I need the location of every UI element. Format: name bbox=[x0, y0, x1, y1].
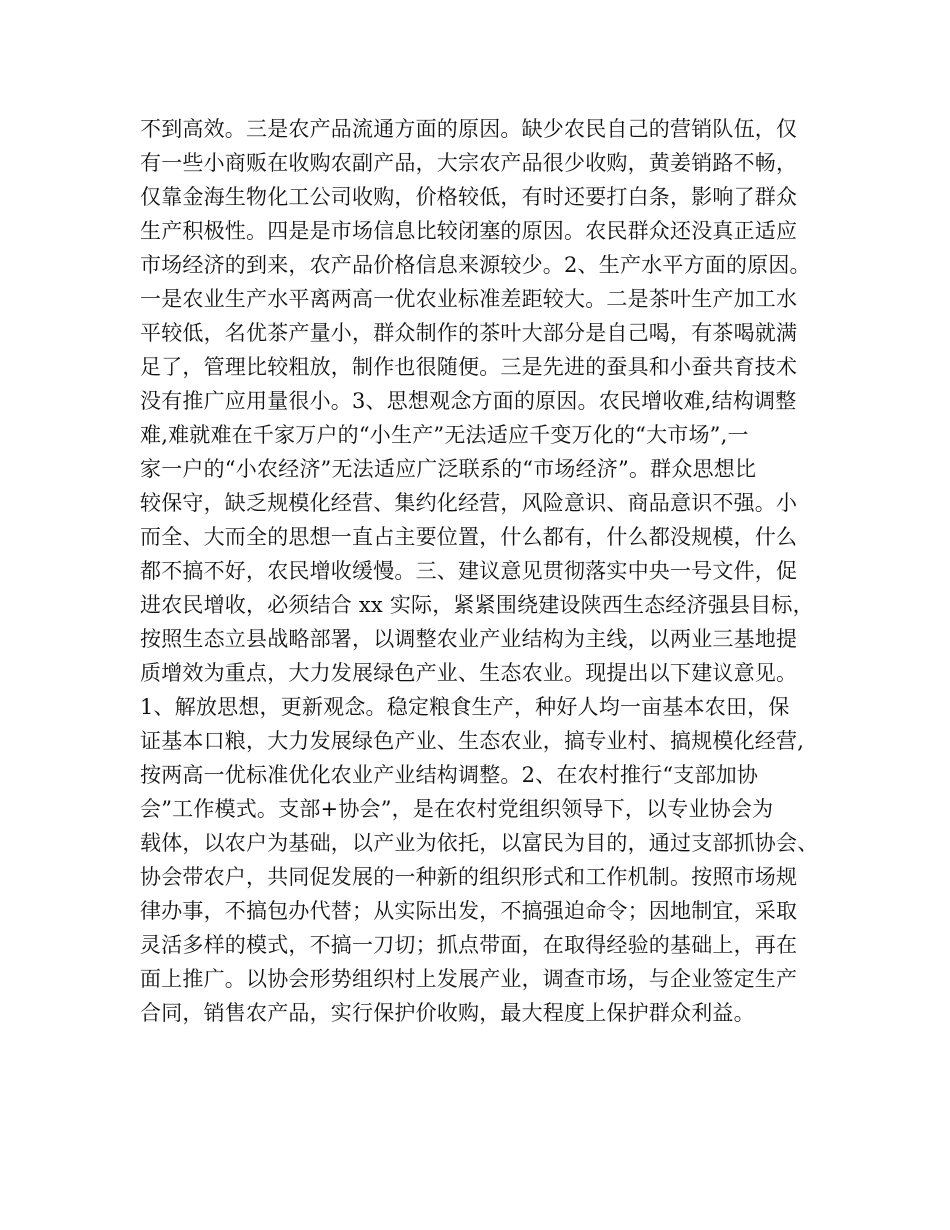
text-line: 面上推广。以协会形势组织村上发展产业，调查市场，与企业签定生产 bbox=[140, 967, 798, 991]
text-line: 证基本口粮，大力发展绿色产业、生态农业，搞专业村、搞规模化经营, bbox=[140, 729, 805, 753]
text-line: 合同，销售农产品，实行保护价收购，最大程度上保护群众利益。 bbox=[140, 1001, 755, 1025]
text-line: 灵活多样的模式，不搞一刀切；抓点带面，在取得经验的基础上，再在 bbox=[140, 933, 798, 957]
text-line: 生产积极性。四是是市场信息比较闭塞的原因。农民群众还没真正适应 bbox=[140, 219, 798, 243]
text-line: 不到高效。三是农产品流通方面的原因。缺少农民自己的营销队伍，仅 bbox=[140, 117, 798, 141]
text-line: 按两高一优标准优化农业产业结构调整。2、在农村推行“支部加协 bbox=[140, 763, 759, 787]
text-line: 难,难就难在千家万户的“小生产”无法适应千变万化的“大市场”,一 bbox=[140, 423, 749, 447]
text-line: 足了，管理比较粗放，制作也很随便。三是先进的蚕具和小蚕共育技术 bbox=[140, 355, 798, 379]
text-line: 会”工作模式。支部+协会”，是在农村党组织领导下，以专业协会为 bbox=[140, 797, 774, 821]
text-line: 仅靠金海生物化工公司收购，价格较低，有时还要打白条，影响了群众 bbox=[140, 185, 798, 209]
text-line: 进农民增收，必须结合 xx 实际，紧紧围绕建设陕西生态经济强县目标， bbox=[140, 593, 814, 617]
text-line: 有一些小商贩在收购农副产品，大宗农产品很少收购，黄姜销路不畅， bbox=[140, 151, 798, 175]
text-line: 按照生态立县战略部署，以调整农业产业结构为主线，以两业三基地提 bbox=[140, 627, 798, 651]
text-line: 家一户的“小农经济”无法适应广泛联系的“市场经济”。群众思想比 bbox=[140, 457, 757, 481]
text-line: 载体，以农户为基础，以产业为依托，以富民为目的，通过支部抓协会、 bbox=[140, 831, 819, 855]
text-line: 没有推广应用量很小。3、思想观念方面的原因。农民增收难,结构调整 bbox=[140, 389, 797, 413]
text-line: 而全、大而全的思想一直占主要位置，什么都有，什么都没规模，什么 bbox=[140, 525, 798, 549]
text-line: 较保守，缺乏规模化经营、集约化经营，风险意识、商品意识不强。小 bbox=[140, 491, 798, 515]
text-line: 协会带农户，共同促发展的一种新的组织形式和工作机制。按照市场规 bbox=[140, 865, 798, 889]
text-line: 质增效为重点，大力发展绿色产业、生态农业。现提出以下建议意见。 bbox=[140, 661, 798, 685]
text-line: 一是农业生产水平离两高一优农业标准差距较大。二是茶叶生产加工水 bbox=[140, 287, 798, 311]
text-line: 都不搞不好，农民增收缓慢。三、建议意见贯彻落实中央一号文件，促 bbox=[140, 559, 798, 583]
text-line: 律办事，不搞包办代替；从实际出发，不搞强迫命令；因地制宜，采取 bbox=[140, 899, 798, 923]
text-line: 市场经济的到来，农产品价格信息来源较少。2、生产水平方面的原因。 bbox=[140, 253, 811, 277]
body-text bbox=[140, 112, 830, 1030]
text-line: 平较低，名优茶产量小，群众制作的茶叶大部分是自己喝，有茶喝就满 bbox=[140, 321, 798, 345]
text-line: 1、解放思想，更新观念。稳定粮食生产，种好人均一亩基本农田，保 bbox=[140, 695, 790, 719]
